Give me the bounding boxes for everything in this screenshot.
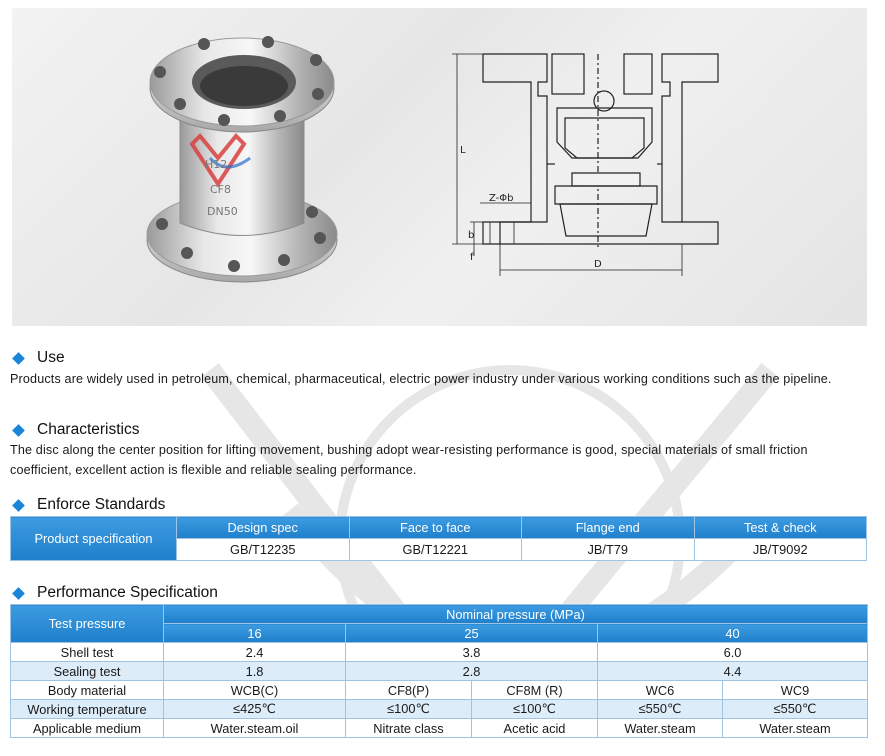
row-value: ≤550℃ xyxy=(723,700,868,719)
valve-photo xyxy=(147,36,337,282)
table-row xyxy=(11,662,868,681)
diamond-bullet-icon xyxy=(12,499,25,512)
pressure-16: 16 xyxy=(164,624,346,643)
photo-marking-2: CF8 xyxy=(210,183,232,196)
hero-illustration xyxy=(12,8,867,326)
product-spec-header: Product specification xyxy=(11,517,177,561)
nominal-pressure-header: Nominal pressure (MPa) xyxy=(164,605,868,624)
row-value: WC6 xyxy=(598,681,723,700)
row-value: Water.steam xyxy=(723,719,868,738)
row-label: Body material xyxy=(11,681,164,700)
performance-table xyxy=(10,604,868,738)
std-value: GB/T12235 xyxy=(177,539,350,561)
row-value: CF8(P) xyxy=(346,681,472,700)
row-value: ≤425℃ xyxy=(164,700,346,719)
row-value: 6.0 xyxy=(598,643,868,662)
table-row xyxy=(11,719,868,738)
label-z-phi-b: Z-Φb xyxy=(489,193,514,204)
diamond-bullet-icon xyxy=(12,587,25,600)
photo-marking-1: H12 xyxy=(205,158,228,171)
std-value: JB/T79 xyxy=(522,539,695,561)
characteristics-heading xyxy=(10,421,140,439)
label-L: L xyxy=(460,145,466,156)
row-value: ≤100℃ xyxy=(472,700,598,719)
use-heading-text: Use xyxy=(37,349,65,366)
row-value: CF8M (R) xyxy=(472,681,598,700)
performance-heading-text: Performance Specification xyxy=(37,584,218,601)
row-value: 1.8 xyxy=(164,662,346,681)
diamond-bullet-icon xyxy=(12,424,25,437)
use-heading xyxy=(10,349,65,367)
row-value: ≤550℃ xyxy=(598,700,723,719)
characteristics-text: The disc along the center position for lifting movement, bushing adopt wear-resisting performance is good, special materials of small friction coefficient, excellent action is flexible and reliable sealing performance. xyxy=(10,443,808,477)
pressure-40: 40 xyxy=(598,624,868,643)
standards-heading xyxy=(10,496,165,514)
table-row xyxy=(11,643,868,662)
label-f: f xyxy=(470,252,474,263)
row-value: Water.steam xyxy=(598,719,723,738)
row-label: Applicable medium xyxy=(11,719,164,738)
label-D: D xyxy=(594,259,602,270)
characteristics-heading-text: Characteristics xyxy=(37,421,140,438)
row-value: Nitrate class xyxy=(346,719,472,738)
standards-table xyxy=(10,516,867,561)
row-label: Working temperature xyxy=(11,700,164,719)
diamond-bullet-icon xyxy=(12,352,25,365)
std-col-header: Test & check xyxy=(694,517,867,539)
std-col-header: Flange end xyxy=(522,517,695,539)
row-value: ≤100℃ xyxy=(346,700,472,719)
standards-heading-text: Enforce Standards xyxy=(37,496,166,513)
row-value: WC9 xyxy=(723,681,868,700)
std-col-header: Face to face xyxy=(349,517,522,539)
row-value: 2.8 xyxy=(346,662,598,681)
std-value: GB/T12221 xyxy=(349,539,522,561)
row-value: Water.steam.oil xyxy=(164,719,346,738)
table-row xyxy=(11,681,868,700)
technical-drawing xyxy=(452,54,718,276)
row-label: Shell test xyxy=(11,643,164,662)
row-label: Sealing test xyxy=(11,662,164,681)
std-value: JB/T9092 xyxy=(694,539,867,561)
performance-heading xyxy=(10,584,218,602)
test-pressure-header: Test pressure xyxy=(11,605,164,643)
table-row xyxy=(11,700,868,719)
row-value: 4.4 xyxy=(598,662,868,681)
product-hero-banner xyxy=(12,8,867,326)
row-value: WCB(C) xyxy=(164,681,346,700)
row-value: 3.8 xyxy=(346,643,598,662)
use-text: Products are widely used in petroleum, chemical, pharmaceutical, electric power industry under various working conditions such as the pipeline. xyxy=(10,372,832,386)
std-col-header: Design spec xyxy=(177,517,350,539)
label-b: b xyxy=(468,230,475,241)
row-value: Acetic acid xyxy=(472,719,598,738)
pressure-25: 25 xyxy=(346,624,598,643)
row-value: 2.4 xyxy=(164,643,346,662)
photo-marking-3: DN50 xyxy=(207,205,238,218)
